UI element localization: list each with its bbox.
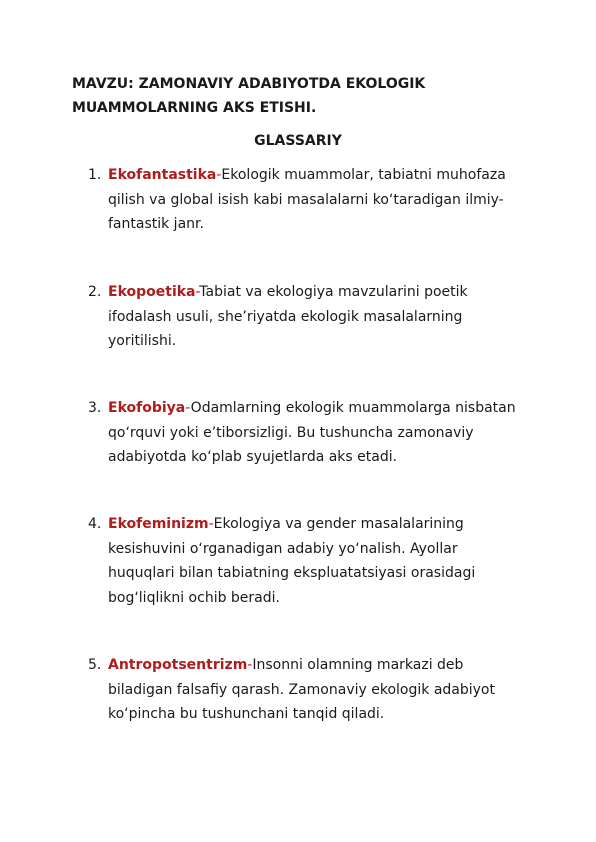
entry-term: Ekofobiya xyxy=(108,400,186,416)
title-line-1: MAVZU: ZAMONAVIY ADABIYOTDA EKOLOGIK xyxy=(72,76,426,92)
entry-definition: Odamlarning ekologik muammolarga nisbatan qo‘rquvi yoki e’tiborsizligi. Bu tushuncha zamonaviy adabiyotda ko‘plab syujetlarda aks etadi. xyxy=(108,400,516,465)
entry-term: Ekofeminizm xyxy=(108,516,209,532)
entry-definition: Ekologiya va gender masalalarining kesishuvini o‘rganadigan adabiy yo‘nalish. Ayollar huquqlari bilan tabiatning ekspluatatsiyasi orasidagi bog‘liqlikni ochib beradi. xyxy=(108,516,476,606)
entry-number: 2. xyxy=(88,284,102,300)
entry-number: 3. xyxy=(88,400,102,416)
entry-term: Antropotsentrizm xyxy=(108,657,248,673)
glossary-entry-5: 5. Antropotsentrizm-Insonni olamning markazi deb biladigan falsafiy qarash. Zamonaviy ekologik adabiyot ko‘pincha bu tushunchani tanqid qiladi. xyxy=(88,653,528,727)
entry-number: 1. xyxy=(88,167,102,183)
glossary-entry-4: 4. Ekofeminizm-Ekologiya va gender masalalarining kesishuvini o‘rganadigan adabiy yo‘nalish. Ayollar huquqlari bilan tabiatning ekspluatatsiyasi orasidagi bog‘liqlikni ochib beradi. xyxy=(88,512,528,610)
entry-definition: Tabiat va ekologiya mavzularini poetik ifodalash usuli, she’riyatda ekologik masalalarning yoritilishi. xyxy=(108,284,468,349)
entry-number: 5. xyxy=(88,657,102,673)
entry-definition: Ekologik muammolar, tabiatni muhofaza qilish va global isish kabi masalalarni ko‘taradigan ilmiy-fantastik janr. xyxy=(108,167,506,232)
glossary-entry-2: 2. Ekopoetika-Tabiat va ekologiya mavzularini poetik ifodalash usuli, she’riyatda ekologik masalalarning yoritilishi. xyxy=(88,280,528,354)
entry-number: 4. xyxy=(88,516,102,532)
glossary-entry-3: 3. Ekofobiya-Odamlarning ekologik muammolarga nisbatan qo‘rquvi yoki e’tiborsizligi. Bu tushuncha zamonaviy adabiyotda ko‘plab syujetlarda aks etadi. xyxy=(88,396,528,470)
entry-definition: Insonni olamning markazi deb biladigan falsafiy qarash. Zamonaviy ekologik adabiyot ko‘pincha bu tushunchani tanqid qiladi. xyxy=(108,657,495,722)
glossary-entry-1: 1. Ekofantastika-Ekologik muammolar, tabiatni muhofaza qilish va global isish kabi masalalarni ko‘taradigan ilmiy-fantastik janr. xyxy=(88,163,528,237)
title-line-2: MUAMMOLARNING AKS ETISHI. xyxy=(72,100,317,116)
page-title xyxy=(72,72,542,120)
glossary-heading: GLASSARIY xyxy=(254,133,342,149)
entry-term: Ekofantastika xyxy=(108,167,217,183)
entry-term: Ekopoetika xyxy=(108,284,196,300)
